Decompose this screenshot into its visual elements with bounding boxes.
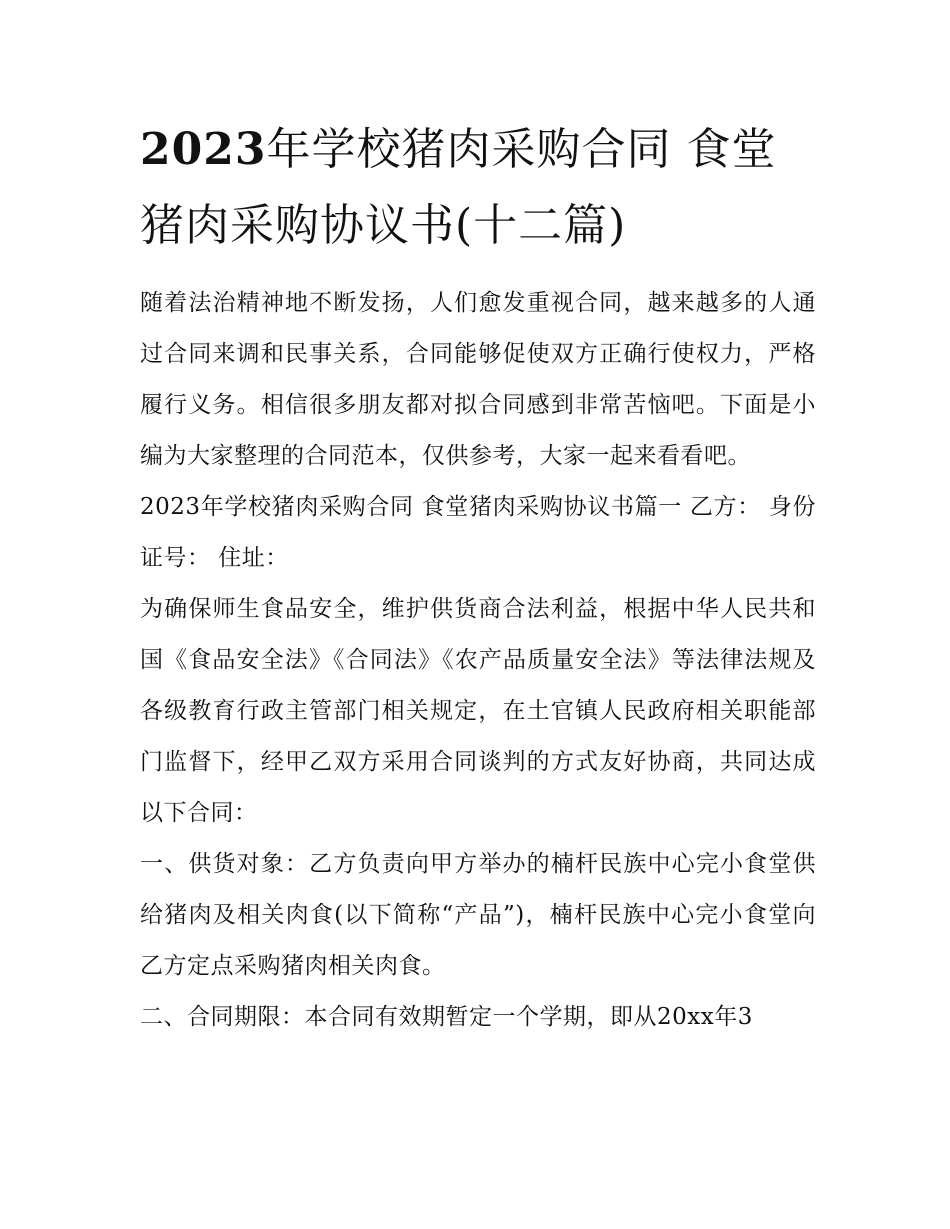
clause-supply-target: 一、供货对象：乙方负责向甲方举办的楠杆民族中心完小食堂供给猪肉及相关肉食(以下简称“产品”)，楠杆民族中心完小食堂向乙方定点采购猪肉相关肉食。 — [140, 851, 816, 979]
title-year: 2023 — [140, 124, 267, 175]
document-page — [140, 112, 816, 1043]
purpose-paragraph: 为确保师生食品安全，维护供货商合法利益，根据中华人民共和国《食品安全法》《合同法》《农产品质量安全法》等法律法规及各级教育行政主管部门相关规定，在土官镇人民政府相关职能部门监督下，经甲乙双方采用合同谈判的方式友好协商，共同达成以下合同： — [140, 596, 816, 826]
section-heading-paragraph: 2023年学校猪肉采购合同 食堂猪肉采购协议书篇一 乙方： 身份证号： 住址： — [140, 494, 816, 571]
document-title — [140, 112, 816, 264]
clause-contract-term: 二、合同期限：本合同有效期暂定一个学期，即从20xx年3 — [140, 1004, 753, 1030]
title-text: 年学校猪肉采购合同 食堂猪肉采购协议书(十二篇) — [140, 124, 777, 251]
intro-paragraph: 随着法治精神地不断发扬，人们愈发重视合同，越来越多的人通过合同来调和民事关系，合同能够促使双方正确行使权力，严格履行义务。相信很多朋友都对拟合同感到非常苦恼吧。下面是小编为大家整理的合同范本，仅供参考，大家一起来看看吧。 — [140, 290, 816, 469]
